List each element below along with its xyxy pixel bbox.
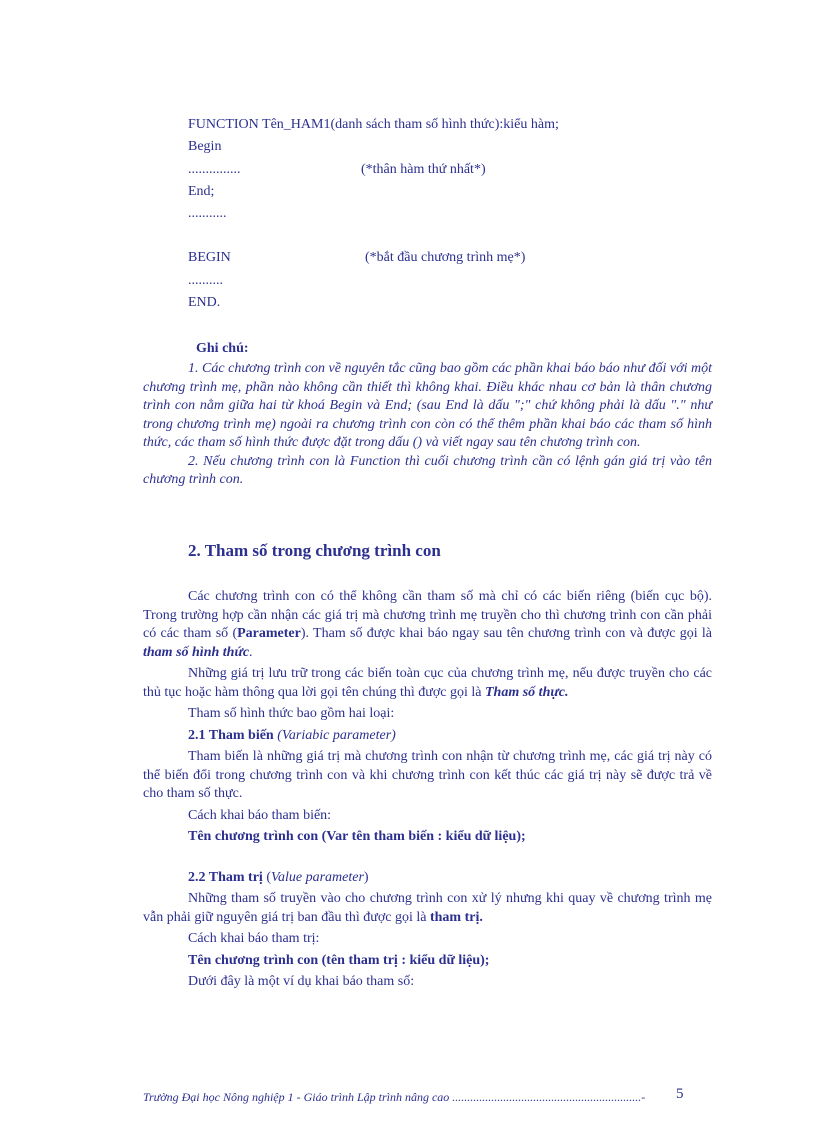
code-body-comment: (*thân hàm thứ nhất*) bbox=[361, 162, 486, 177]
section-paragraph-3: Tham số hình thức bao gồm hai loại: bbox=[188, 706, 395, 721]
code-begin: Begin bbox=[188, 139, 222, 154]
note-paragraph-1: 1. Các chương trình con về nguyên tắc cũng bao gồm các phần khai báo báo như đối với một chương trình mẹ, phần nào không cần thiết thì không khai. Điều khác nhau cơ bản là thân chương trình con nằm giữa hai từ khoá Begin và End; (sau End là dấu ";" chứ không phải là dấu "." như trong chương trình mẹ) ngoài ra chương trình con còn có thể thêm phần khai báo các tham số hình thức, các tham số hình thức được đặt trong dấu () và viết ngay sau tên chương trình con. bbox=[143, 361, 712, 450]
subsection-2-2-decl-label: Cách khai báo tham trị: bbox=[188, 931, 320, 946]
note-paragraph-2: 2. Nếu chương trình con là Function thì cuối chương trình cần có lệnh gán giá trị vào tên chương trình con. bbox=[143, 453, 712, 487]
subsection-2-2-declaration: Tên chương trình con (tên tham trị : kiểu dữ liệu); bbox=[188, 952, 490, 968]
section-heading: 2. Tham số trong chương trình con bbox=[188, 541, 441, 560]
subsection-2-1-title: 2.1 Tham biến (Variabic parameter) bbox=[188, 727, 396, 743]
code-end: End; bbox=[188, 184, 215, 199]
example-intro: Dưới đây là một ví dụ khai báo tham số: bbox=[188, 974, 415, 989]
subsection-2-1-paragraph: Tham biến là những giá trị mà chương trình con nhận từ chương trình mẹ, các giá trị này có thể biến đổi trong chương trình con và khi chương trình con kết thúc các giá trị này sẽ được trả về cho tham số thực. bbox=[143, 749, 712, 801]
code-function-header: FUNCTION Tên_HAM1(danh sách tham số hình thức):kiểu hàm; bbox=[188, 117, 559, 132]
actual-parameter-term: Tham số thực. bbox=[485, 684, 569, 700]
code-body-dots: ............... bbox=[188, 162, 241, 177]
code-main-begin: BEGIN bbox=[188, 250, 231, 265]
section-body bbox=[143, 588, 712, 992]
formal-parameter-term: tham số hình thức bbox=[143, 644, 250, 660]
code-ellipsis: ........... bbox=[188, 206, 227, 221]
note-paragraphs bbox=[143, 360, 712, 490]
subsection-2-2-paragraph: Những tham số truyền vào cho chương trình con xử lý nhưng khi quay về chương trình mẹ vẫn phải giữ nguyên giá trị ban đầu thì được gọi là tham trị. bbox=[143, 891, 712, 925]
code-main-end: END. bbox=[188, 295, 221, 310]
code-main-comment: (*bắt đầu chương trình mẹ*) bbox=[365, 250, 526, 265]
section-paragraph-2: Những giá trị lưu trữ trong các biến toàn cục của chương trình mẹ, nếu được truyền cho các thủ tục hoặc hàm thông qua lời gọi tên chúng thì được gọi là Tham số thực. bbox=[143, 666, 712, 700]
subsection-2-1-declaration: Tên chương trình con (Var tên tham biến : kiểu dữ liệu); bbox=[188, 829, 526, 844]
subsection-2-2-title: 2.2 Tham trị (Value parameter) bbox=[188, 869, 369, 885]
page-footer: Trường Đại học Nông nghiệp 1 - Giáo trình Lập trình nâng cao ...............................................................- bbox=[143, 1090, 646, 1104]
section-paragraph-1: Các chương trình con có thể không cần tham số mà chỉ có các biến riêng (biến cục bộ). Trong trường hợp cần nhận các giá trị mà chương trình mẹ truyền cho thì chương trình con cần phải có các tham số (Parameter). Tham số được khai báo ngay sau tên chương trình con và được gọi là tham số hình thức. bbox=[143, 589, 712, 660]
value-parameter-term: tham trị. bbox=[429, 909, 483, 925]
subsection-2-1-decl-label: Cách khai báo tham biến: bbox=[188, 807, 332, 823]
code-main-dots: .......... bbox=[188, 273, 223, 288]
page-number: 5 bbox=[676, 1086, 684, 1102]
parameter-term: Parameter bbox=[237, 626, 301, 641]
note-title: Ghi chú: bbox=[196, 341, 249, 356]
